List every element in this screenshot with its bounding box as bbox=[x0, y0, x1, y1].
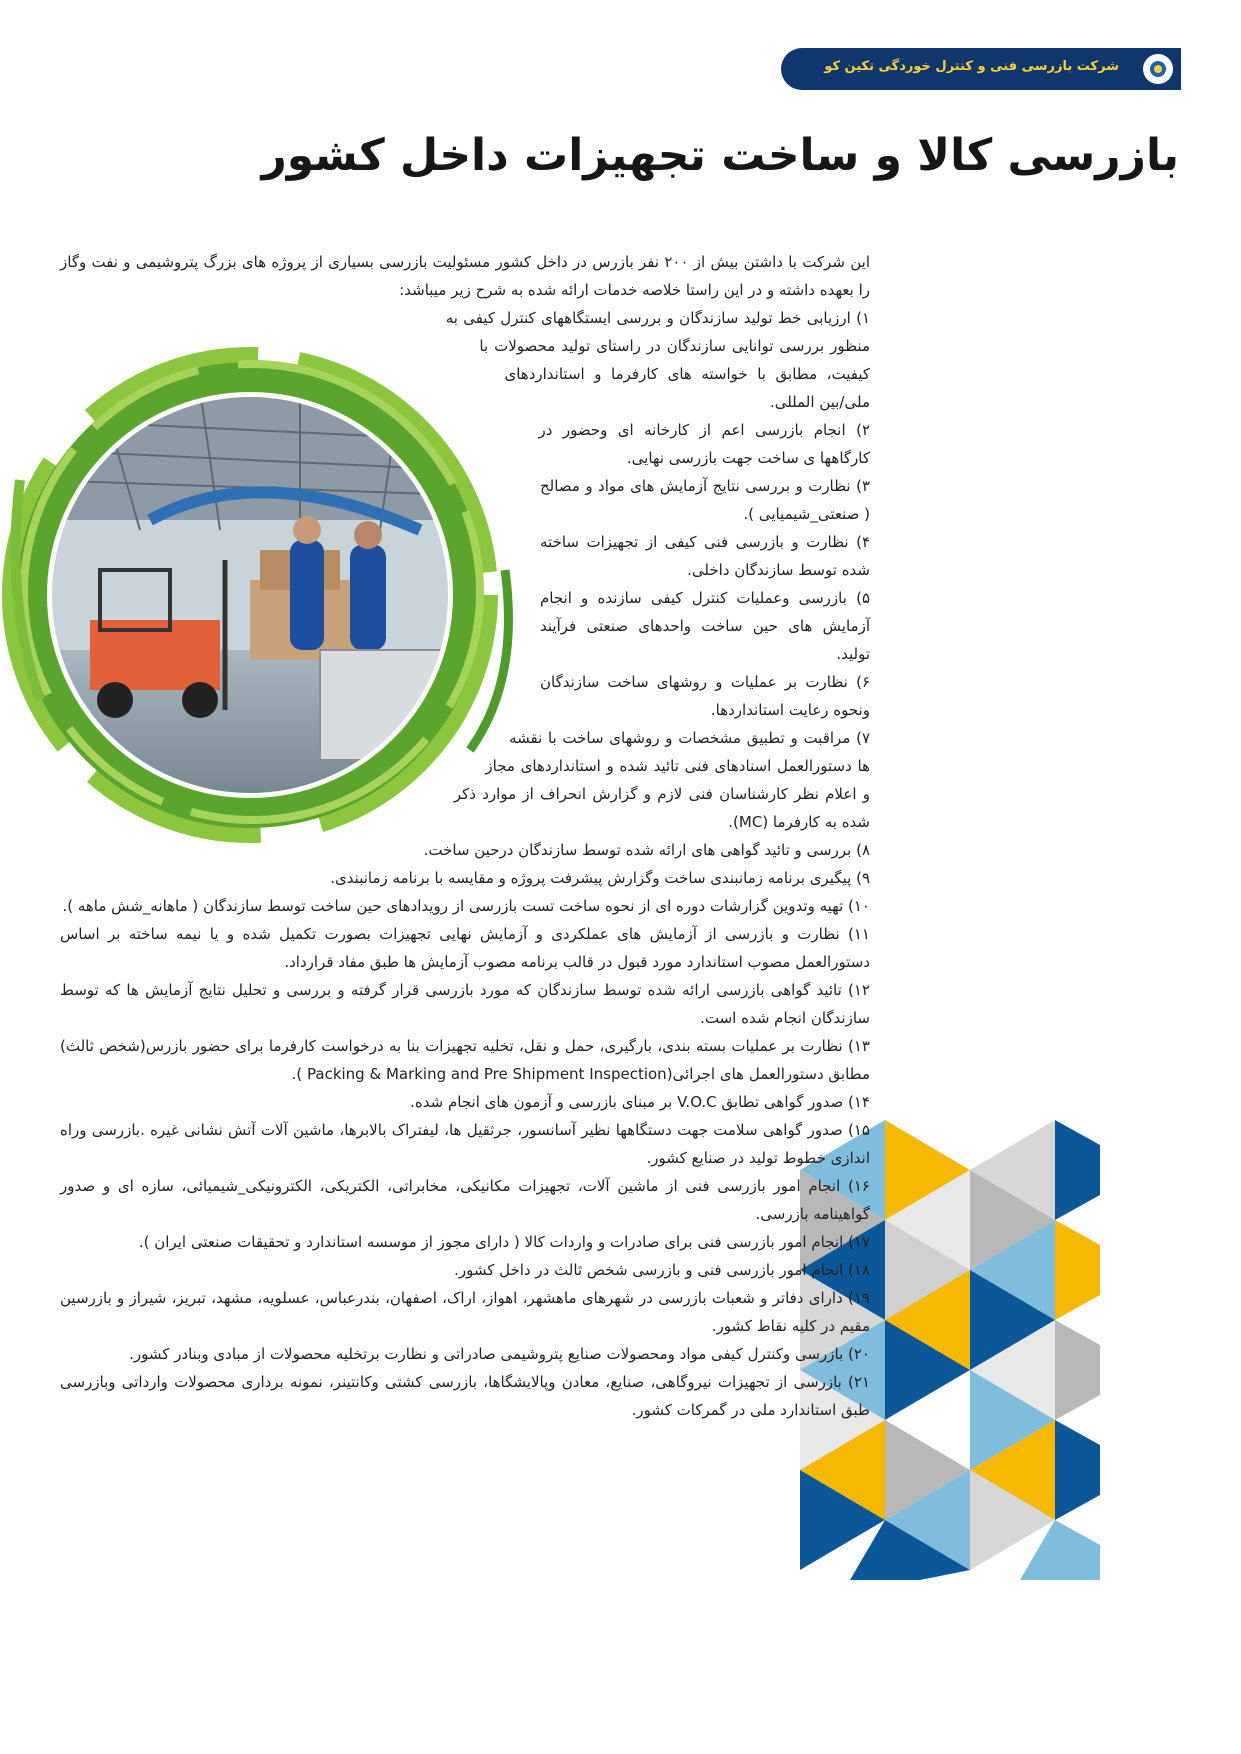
list-item: ۱۴) صدور گواهی تطابق V.O.C بر مبنای بازرسی و آزمون های انجام شده. bbox=[410, 1093, 870, 1111]
list-item: ۸) بررسی و تائید گواهی های ارائه شده توسط سازندگان درحین ساخت. bbox=[423, 841, 870, 859]
list-item: ۶) نظارت بر عملیات و روشهای ساخت سازندگان ونحوه رعایت استانداردها. bbox=[540, 673, 870, 719]
list-item: ۲۰) بازرسی وکنترل کیفی مواد ومحصولات صنایع پتروشیمی صادراتی و نظارت برتخلیه محصولات از مبادی وبنادر کشور. bbox=[129, 1345, 870, 1363]
intro-paragraph: این شرکت با داشتن بیش از ۲۰۰ نفر بازرس در داخل کشور مسئولیت بازرسی بسیاری از پروژه های بزرگ پتروشیمی و نفت وگاز را بعهده داشته و در این راستا خلاصه خدمات ارائه شده به شرح زیر میباشد: bbox=[60, 253, 870, 299]
company-logo-icon bbox=[1143, 54, 1173, 84]
list-item: ۲) انجام بازرسی اعم از کارخانه ای وحضور در کارگاهها ی ساخت جهت بازرسی نهایی. bbox=[538, 421, 870, 467]
body-text bbox=[60, 248, 1180, 1468]
list-item: ۵) بازرسی وعملیات کنترل کیفی سازنده و انجام آزمایش های حین ساخت واحدهای صنعتی فرآیند تولید. bbox=[540, 589, 870, 663]
list-item: ۱۲) تائید گواهی بازرسی ارائه شده توسط سازندگان که مورد بازرسی قرار گرفته و بررسی و تحلیل نتایج آزمایش ها که توسط سازندگان انجام شده است. bbox=[60, 981, 870, 1027]
list-item: ۱۸) انجام امور بازرسی فنی و بازرسی شخص ثالث در داخل کشور. bbox=[454, 1261, 870, 1279]
list-item: ۱۳) نظارت بر عملیات بسته بندی، بارگیری، حمل و نقل، تخلیه تجهیزات بنا به درخواست کارفرما برای حضور بازرس(شخص ثالث) مطابق دستورالعمل های اجرائی(Packing & Marking and Pre Shipment Inspection ). bbox=[60, 1037, 870, 1083]
list-item: ۱۵) صدور گواهی سلامت جهت دستگاهها نظیر آسانسور، جرثقیل ها، لیفتراک بالابرها، ماشین آلات آتش نشانی غیره .بازرسی وراه اندازی خطوط تولید در صنایع کشور. bbox=[60, 1121, 870, 1167]
list-item: ۴) نظارت و بازرسی فنی کیفی از تجهیزات ساخته شده توسط سازندگان داخلی. bbox=[540, 533, 870, 579]
list-item: ۱) ارزیابی خط تولید سازندگان و بررسی ایستگاههای کنترل کیفی به منظور بررسی توانایی سازندگان در راستای تولید محصولات با کیفیت، مطابق با خواسته های کارفرما و استانداردهای ملی/بین المللی. bbox=[445, 309, 870, 411]
list-item: ۱۰) تهیه وتدوین گزارشات دوره ای از نحوه ساخت تست بازرسی از رویدادهای حین ساخت توسط سازندگان ( ماهانه_شش ماهه ). bbox=[62, 897, 870, 915]
list-item: ۷) مراقبت و تطبیق مشخصات و روشهای ساخت با نقشه ها دستورالعمل اسنادهای فنی تائید شده و استانداردهای مجاز و اعلام نظر کارشناسان فنی لازم و گزارش انحراف از موارد ذکر شده به کارفرما (MC). bbox=[453, 729, 870, 831]
list-item: ۱۱) نظارت و بازرسی از آزمایش های عملکردی و آزمایش نهایی تجهیزات بصورت تکمیل شده و یا نیمه ساخته بر اساس دستورالعمل مصوب استاندارد مورد قبول در قالب برنامه مصوب آزمایش ها طبق مفاد قرارداد. bbox=[60, 925, 870, 971]
company-name: شرکت بازرسی فنی و کنترل خوردگی تکین کو bbox=[824, 59, 1119, 74]
list-item: ۹) پیگیری برنامه زمانبندی ساخت وگزارش پیشرفت پروژه و مقایسه با برنامه زمانبندی. bbox=[330, 869, 870, 887]
list-item: ۲۱) بازرسی از تجهیزات نیروگاهی، صنایع، معادن وپالایشگاها، بازرسی کشتی وکانتینر، نمونه برداری محصولات وارداتی وبازرسی طبق استاندارد ملی در گمرکات کشور. bbox=[60, 1373, 870, 1419]
list-item: ۱۹) دارای دفاتر و شعبات بازرسی در شهرهای ماهشهر، اهواز، اراک، اصفهان، بندرعباس، عسلویه، مشهد، تبریز، شیراز و بازرسین مقیم در کلیه نقاط کشور. bbox=[60, 1289, 870, 1335]
page-title: بازرسی کالا و ساخت تجهیزات داخل کشور bbox=[261, 130, 1179, 181]
list-item: ۱۶) انجام امور بازرسی فنی از ماشین آلات، تجهیزات مکانیکی، مخابراتی، الکتریکی، الکترونیکی_شیمیائی، سازه ای و صدور گواهینامه بازرسی. bbox=[60, 1177, 870, 1223]
header-tab bbox=[781, 48, 1181, 90]
list-item: ۱۷) انجام امور بازرسی فنی برای صادرات و واردات کالا ( دارای مجوز از موسسه استاندارد و تحقیقات صنعتی ایران ). bbox=[138, 1233, 870, 1251]
list-item: ۳) نظارت و بررسی نتایج آزمایش های مواد و مصالح ( صنعتی_شیمیایی ). bbox=[540, 477, 870, 523]
